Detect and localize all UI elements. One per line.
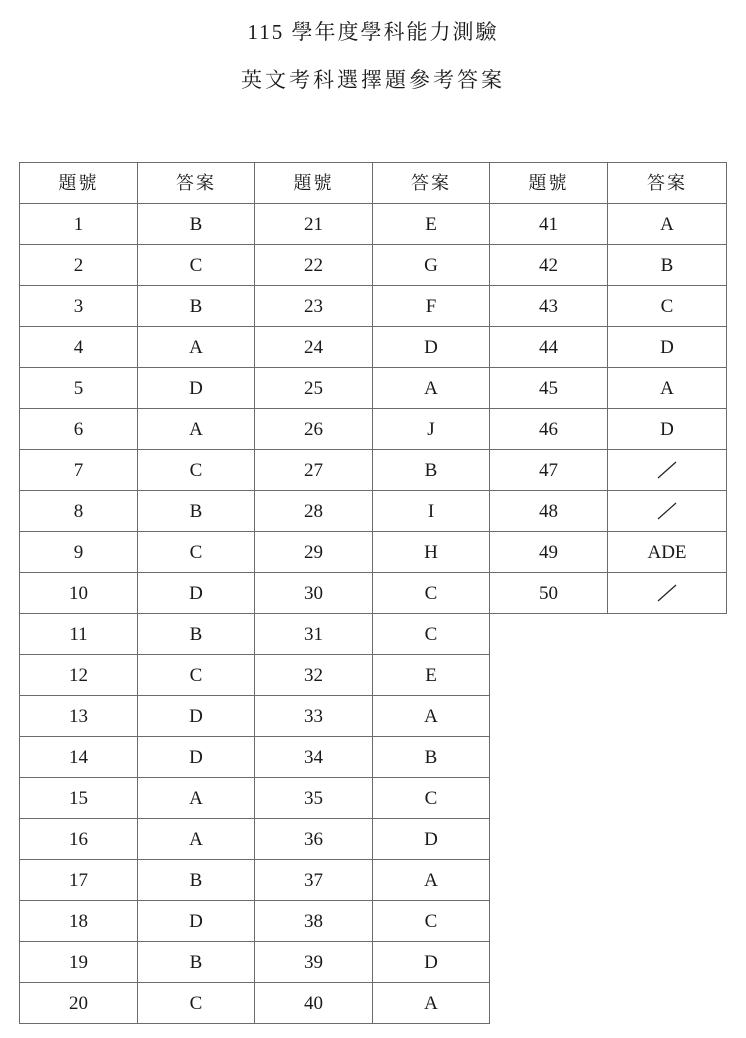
answer-cell: A bbox=[373, 860, 490, 901]
header-answer: 答案 bbox=[373, 163, 490, 204]
question-number-cell: 26 bbox=[255, 409, 373, 450]
slash-icon bbox=[656, 583, 678, 603]
empty-cell bbox=[608, 860, 727, 901]
question-number-cell: 30 bbox=[255, 573, 373, 614]
answer-cell: D bbox=[373, 819, 490, 860]
question-number-cell: 36 bbox=[255, 819, 373, 860]
answer-cell: D bbox=[608, 409, 727, 450]
answer-cell: B bbox=[138, 491, 255, 532]
question-number-cell: 25 bbox=[255, 368, 373, 409]
empty-cell bbox=[490, 901, 608, 942]
answer-cell: H bbox=[373, 532, 490, 573]
answer-cell: G bbox=[373, 245, 490, 286]
table-row bbox=[20, 778, 727, 819]
question-number-cell: 17 bbox=[20, 860, 138, 901]
question-number-cell: 41 bbox=[490, 204, 608, 245]
question-number-cell: 46 bbox=[490, 409, 608, 450]
header-question-number: 題號 bbox=[490, 163, 608, 204]
question-number-cell: 8 bbox=[20, 491, 138, 532]
answer-cell: B bbox=[138, 942, 255, 983]
answer-cell: A bbox=[138, 778, 255, 819]
no-answer-cell bbox=[608, 450, 727, 491]
table-body bbox=[20, 204, 727, 1024]
answer-cell: C bbox=[138, 450, 255, 491]
table-row bbox=[20, 983, 727, 1024]
question-number-cell: 42 bbox=[490, 245, 608, 286]
table-row bbox=[20, 327, 727, 368]
question-number-cell: 37 bbox=[255, 860, 373, 901]
table-row bbox=[20, 614, 727, 655]
empty-cell bbox=[608, 983, 727, 1024]
question-number-cell: 6 bbox=[20, 409, 138, 450]
header-answer: 答案 bbox=[138, 163, 255, 204]
question-number-cell: 3 bbox=[20, 286, 138, 327]
empty-cell bbox=[608, 614, 727, 655]
empty-cell bbox=[608, 778, 727, 819]
question-number-cell: 33 bbox=[255, 696, 373, 737]
answer-cell: C bbox=[373, 573, 490, 614]
question-number-cell: 27 bbox=[255, 450, 373, 491]
question-number-cell: 4 bbox=[20, 327, 138, 368]
table-row bbox=[20, 737, 727, 778]
question-number-cell: 35 bbox=[255, 778, 373, 819]
empty-cell bbox=[608, 737, 727, 778]
answer-cell: D bbox=[138, 573, 255, 614]
answer-cell: E bbox=[373, 204, 490, 245]
table-row bbox=[20, 450, 727, 491]
question-number-cell: 32 bbox=[255, 655, 373, 696]
empty-cell bbox=[608, 655, 727, 696]
table-row bbox=[20, 532, 727, 573]
question-number-cell: 10 bbox=[20, 573, 138, 614]
header-question-number: 題號 bbox=[20, 163, 138, 204]
table-row bbox=[20, 819, 727, 860]
document-title: 115 學年度學科能力測驗 bbox=[247, 20, 499, 44]
answer-cell: A bbox=[373, 983, 490, 1024]
question-number-cell: 45 bbox=[490, 368, 608, 409]
question-number-cell: 22 bbox=[255, 245, 373, 286]
empty-cell bbox=[608, 942, 727, 983]
table-row bbox=[20, 655, 727, 696]
table-row bbox=[20, 696, 727, 737]
answer-cell: D bbox=[138, 901, 255, 942]
table-row bbox=[20, 491, 727, 532]
answer-cell: A bbox=[608, 204, 727, 245]
answer-cell: C bbox=[373, 901, 490, 942]
question-number-cell: 24 bbox=[255, 327, 373, 368]
no-answer-cell bbox=[608, 573, 727, 614]
question-number-cell: 48 bbox=[490, 491, 608, 532]
empty-cell bbox=[490, 696, 608, 737]
table-row bbox=[20, 860, 727, 901]
answer-key-table-container bbox=[19, 162, 727, 1024]
question-number-cell: 12 bbox=[20, 655, 138, 696]
question-number-cell: 34 bbox=[255, 737, 373, 778]
answer-cell: C bbox=[608, 286, 727, 327]
answer-cell: B bbox=[138, 286, 255, 327]
question-number-cell: 23 bbox=[255, 286, 373, 327]
answer-cell: A bbox=[138, 327, 255, 368]
question-number-cell: 15 bbox=[20, 778, 138, 819]
answer-cell: A bbox=[608, 368, 727, 409]
question-number-cell: 47 bbox=[490, 450, 608, 491]
header-answer: 答案 bbox=[608, 163, 727, 204]
answer-cell: B bbox=[138, 204, 255, 245]
answer-cell: A bbox=[373, 368, 490, 409]
answer-cell: D bbox=[373, 942, 490, 983]
question-number-cell: 49 bbox=[490, 532, 608, 573]
answer-key-table bbox=[19, 162, 727, 1024]
empty-cell bbox=[490, 655, 608, 696]
answer-cell: D bbox=[608, 327, 727, 368]
question-number-cell: 9 bbox=[20, 532, 138, 573]
question-number-cell: 18 bbox=[20, 901, 138, 942]
question-number-cell: 29 bbox=[255, 532, 373, 573]
question-number-cell: 16 bbox=[20, 819, 138, 860]
table-row bbox=[20, 901, 727, 942]
question-number-cell: 21 bbox=[255, 204, 373, 245]
answer-cell: C bbox=[138, 245, 255, 286]
table-row bbox=[20, 409, 727, 450]
answer-cell: C bbox=[373, 778, 490, 819]
question-number-cell: 7 bbox=[20, 450, 138, 491]
table-row bbox=[20, 573, 727, 614]
empty-cell bbox=[490, 737, 608, 778]
header-question-number: 題號 bbox=[255, 163, 373, 204]
empty-cell bbox=[608, 819, 727, 860]
answer-cell: B bbox=[608, 245, 727, 286]
answer-cell: D bbox=[138, 696, 255, 737]
answer-cell: A bbox=[138, 819, 255, 860]
table-row bbox=[20, 204, 727, 245]
answer-cell: C bbox=[138, 655, 255, 696]
answer-cell: I bbox=[373, 491, 490, 532]
question-number-cell: 40 bbox=[255, 983, 373, 1024]
table-row bbox=[20, 368, 727, 409]
question-number-cell: 13 bbox=[20, 696, 138, 737]
slash-icon bbox=[656, 460, 678, 480]
answer-cell: ADE bbox=[608, 532, 727, 573]
question-number-cell: 20 bbox=[20, 983, 138, 1024]
answer-cell: C bbox=[138, 983, 255, 1024]
table-row bbox=[20, 245, 727, 286]
answer-cell: F bbox=[373, 286, 490, 327]
question-number-cell: 31 bbox=[255, 614, 373, 655]
answer-cell: E bbox=[373, 655, 490, 696]
answer-cell: B bbox=[373, 737, 490, 778]
no-answer-cell bbox=[608, 491, 727, 532]
answer-cell: D bbox=[138, 737, 255, 778]
question-number-cell: 50 bbox=[490, 573, 608, 614]
answer-cell: D bbox=[373, 327, 490, 368]
question-number-cell: 44 bbox=[490, 327, 608, 368]
empty-cell bbox=[490, 942, 608, 983]
answer-cell: B bbox=[373, 450, 490, 491]
question-number-cell: 11 bbox=[20, 614, 138, 655]
answer-cell: A bbox=[138, 409, 255, 450]
table-row bbox=[20, 286, 727, 327]
question-number-cell: 28 bbox=[255, 491, 373, 532]
table-header-row bbox=[20, 163, 727, 204]
answer-cell: C bbox=[138, 532, 255, 573]
answer-cell: B bbox=[138, 860, 255, 901]
answer-cell: C bbox=[373, 614, 490, 655]
question-number-cell: 43 bbox=[490, 286, 608, 327]
answer-cell: A bbox=[373, 696, 490, 737]
question-number-cell: 5 bbox=[20, 368, 138, 409]
empty-cell bbox=[490, 614, 608, 655]
empty-cell bbox=[490, 983, 608, 1024]
answer-cell: B bbox=[138, 614, 255, 655]
question-number-cell: 39 bbox=[255, 942, 373, 983]
empty-cell bbox=[490, 819, 608, 860]
question-number-cell: 1 bbox=[20, 204, 138, 245]
answer-cell: J bbox=[373, 409, 490, 450]
empty-cell bbox=[608, 901, 727, 942]
document-subtitle: 英文考科選擇題參考答案 bbox=[241, 68, 505, 92]
question-number-cell: 38 bbox=[255, 901, 373, 942]
empty-cell bbox=[490, 778, 608, 819]
question-number-cell: 14 bbox=[20, 737, 138, 778]
answer-cell: D bbox=[138, 368, 255, 409]
empty-cell bbox=[608, 696, 727, 737]
slash-icon bbox=[656, 501, 678, 521]
empty-cell bbox=[490, 860, 608, 901]
table-row bbox=[20, 942, 727, 983]
question-number-cell: 19 bbox=[20, 942, 138, 983]
question-number-cell: 2 bbox=[20, 245, 138, 286]
